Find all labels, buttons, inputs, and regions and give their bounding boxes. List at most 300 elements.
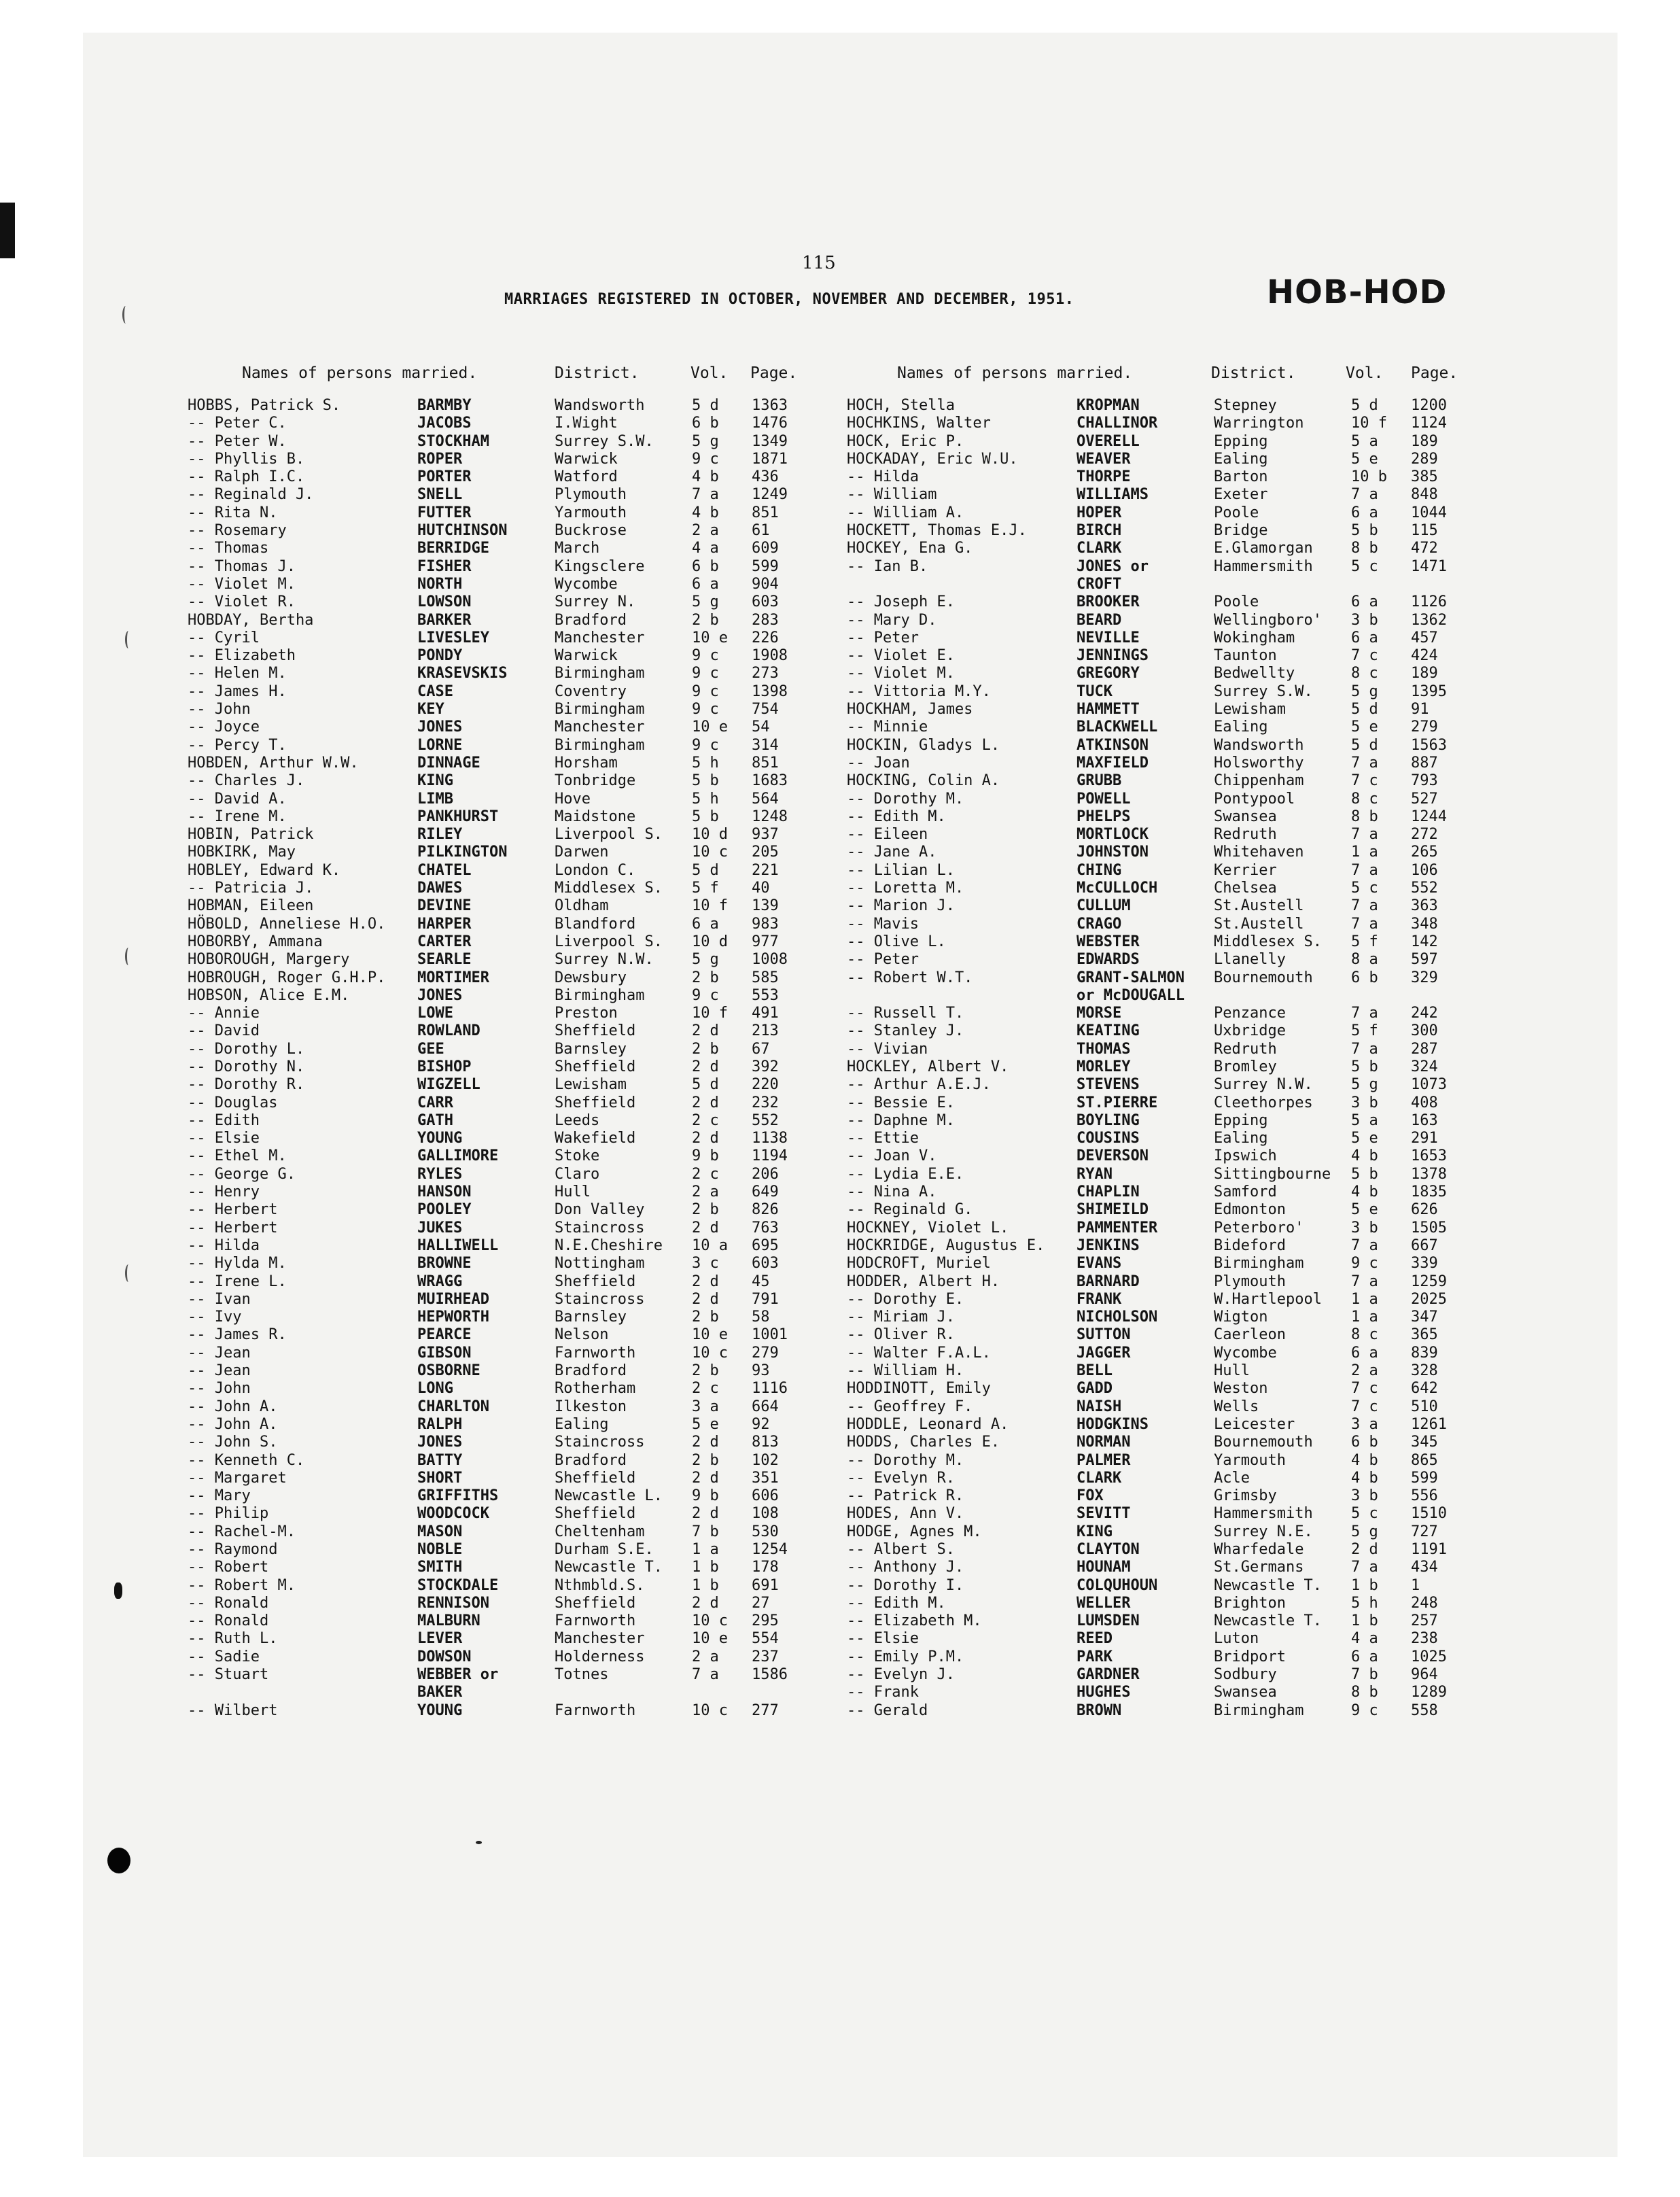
district: Hammersmith	[1214, 1505, 1313, 1523]
spouse-surname: CLARK	[1077, 1469, 1122, 1487]
volume: 7 c	[1351, 1398, 1378, 1415]
volume: 7 a	[1351, 1273, 1378, 1290]
district: Manchester	[555, 719, 645, 736]
volume: 2 d	[692, 1434, 719, 1451]
page-ref: 667	[1411, 1236, 1438, 1254]
page-ref: 1073	[1411, 1076, 1447, 1094]
page-ref: 603	[752, 593, 779, 611]
person-name: -- Peter	[847, 629, 919, 646]
spouse-surname: WRAGG	[417, 1273, 463, 1290]
person-name: -- Emily P.M.	[847, 1648, 964, 1665]
person-name: -- Ronald	[188, 1612, 269, 1630]
district: Tonbridge	[555, 772, 636, 790]
volume: 8 c	[1351, 665, 1378, 682]
volume: 7 c	[1351, 1380, 1378, 1398]
volume: 7 a	[1351, 826, 1378, 844]
volume: 7 a	[1351, 754, 1378, 772]
district: Edmonton	[1214, 1201, 1286, 1219]
volume: 2 d	[692, 1058, 719, 1075]
spouse-surname: BROWNE	[417, 1255, 472, 1273]
spouse-surname: SHORT	[417, 1469, 463, 1487]
film-edge-mark	[0, 203, 15, 258]
person-name: -- Joan	[847, 754, 910, 772]
page-ref: 102	[752, 1451, 779, 1469]
person-name: -- Peter C.	[188, 415, 287, 432]
person-name: HOCKNEY, Violet L.	[847, 1219, 1009, 1236]
district: Ealing	[1214, 719, 1268, 736]
volume: 5 d	[1351, 701, 1378, 719]
volume: 7 b	[1351, 1666, 1378, 1684]
person-name: -- Elizabeth M.	[847, 1612, 982, 1630]
spouse-surname: WELLER	[1077, 1594, 1131, 1612]
volume: 7 a	[1351, 1236, 1378, 1254]
right-header-page: Page.	[1411, 364, 1458, 382]
spouse-surname: DEVINE	[417, 897, 472, 915]
person-name: -- Evelyn R.	[847, 1469, 955, 1487]
page-ref: 329	[1411, 969, 1438, 986]
person-name: -- Charles J.	[188, 772, 305, 790]
district: Holderness	[555, 1648, 645, 1665]
spouse-surname: or McDOUGALL	[1077, 986, 1185, 1004]
page-ref: 67	[752, 1040, 770, 1058]
person-name: -- Robert M.	[188, 1576, 296, 1594]
spouse-surname: PEARCE	[417, 1326, 472, 1344]
spouse-surname: JACOBS	[417, 415, 472, 432]
spouse-surname: LOWSON	[417, 593, 472, 611]
page-ref: 189	[1411, 432, 1438, 450]
volume: 4 b	[1351, 1451, 1378, 1469]
spouse-surname: FOX	[1077, 1487, 1104, 1505]
page-ref: 58	[752, 1309, 770, 1326]
page-ref: 434	[1411, 1559, 1438, 1576]
volume: 7 a	[692, 1666, 719, 1684]
person-name: HOCKIN, Gladys L.	[847, 736, 1000, 754]
spouse-surname: MORSE	[1077, 1005, 1122, 1022]
volume: 3 b	[1351, 1219, 1378, 1236]
spouse-surname: STEVENS	[1077, 1076, 1140, 1094]
spouse-surname: SMITH	[417, 1559, 463, 1576]
volume: 6 a	[692, 915, 719, 933]
page-ref: 273	[752, 665, 779, 682]
district: London C.	[555, 861, 636, 879]
spouse-surname: WEBSTER	[1077, 933, 1140, 950]
person-name: -- Jean	[188, 1362, 251, 1380]
spouse-surname: ROPER	[417, 450, 463, 468]
person-name: -- Mary D.	[847, 611, 937, 629]
page-ref: 457	[1411, 629, 1438, 646]
district: Hove	[555, 790, 591, 808]
page-ref: 257	[1411, 1612, 1438, 1630]
page-ref: 206	[752, 1165, 779, 1183]
person-name: HOBKIRK, May	[188, 844, 296, 861]
volume: 6 a	[1351, 504, 1378, 521]
page-ref: 1244	[1411, 808, 1447, 825]
spouse-surname: HEPWORTH	[417, 1309, 489, 1326]
page-ref: 1683	[752, 772, 788, 790]
spouse-surname: KROPMAN	[1077, 397, 1140, 414]
district: Bridport	[1214, 1648, 1286, 1665]
district: Birmingham	[555, 986, 645, 1004]
spouse-surname: GARDNER	[1077, 1666, 1140, 1684]
page-ref: 937	[752, 826, 779, 844]
volume: 1 b	[692, 1559, 719, 1576]
page-ref: 1126	[1411, 593, 1447, 611]
spouse-surname: SEVITT	[1077, 1505, 1131, 1523]
district: Yarmouth	[555, 504, 627, 521]
spouse-surname: KING	[417, 772, 453, 790]
spouse-surname: BARNARD	[1077, 1273, 1140, 1290]
volume: 7 a	[1351, 1559, 1378, 1576]
spouse-surname: PONDY	[417, 647, 463, 665]
spouse-surname: CHARLTON	[417, 1398, 489, 1415]
person-name: -- Mavis	[847, 915, 919, 933]
person-name: -- Ivan	[188, 1290, 251, 1308]
volume: 10 d	[692, 826, 728, 844]
volume: 9 c	[1351, 1701, 1378, 1719]
district: Wharfedale	[1214, 1541, 1304, 1558]
volume: 3 c	[692, 1255, 719, 1273]
person-name: -- Jean	[188, 1344, 251, 1362]
spouse-surname: LIMB	[417, 790, 453, 808]
volume: 6 a	[1351, 1648, 1378, 1665]
person-name: -- Hylda M.	[188, 1255, 287, 1273]
volume: 6 b	[692, 415, 719, 432]
volume: 10 e	[692, 629, 728, 646]
page-ref: 491	[752, 1005, 779, 1022]
page-ref: 1138	[752, 1130, 788, 1147]
district: N.E.Cheshire	[555, 1236, 663, 1254]
district: Warwick	[555, 647, 618, 665]
spouse-surname: BEARD	[1077, 611, 1122, 629]
page-ref: 865	[1411, 1451, 1438, 1469]
person-name: -- Douglas	[188, 1094, 278, 1111]
page-ref: 1191	[1411, 1541, 1447, 1558]
volume: 1 b	[1351, 1576, 1378, 1594]
person-name: HODES, Ann V.	[847, 1505, 964, 1523]
spouse-surname: TUCK	[1077, 682, 1113, 700]
page-ref: 603	[752, 1255, 779, 1273]
spouse-surname: NAISH	[1077, 1398, 1122, 1415]
spouse-surname: GREGORY	[1077, 665, 1140, 682]
page-ref: 1908	[752, 647, 788, 665]
district: Redruth	[1214, 826, 1277, 844]
person-name: HOBDAY, Bertha	[188, 611, 314, 629]
spouse-surname: ROWLAND	[417, 1022, 480, 1040]
volume: 6 b	[1351, 969, 1378, 986]
punch-hole	[107, 1848, 130, 1873]
spouse-surname: MORTLOCK	[1077, 826, 1149, 844]
volume: 5 g	[692, 432, 719, 450]
spouse-surname: JENNINGS	[1077, 647, 1149, 665]
person-name: -- Bessie E.	[847, 1094, 955, 1111]
volume: 2 d	[1351, 1541, 1378, 1558]
spouse-surname: COLQUHOUN	[1077, 1576, 1158, 1594]
district: Surrey N.	[555, 593, 636, 611]
person-name: HOCK, Eric P.	[847, 432, 964, 450]
person-name: HOBMAN, Eileen	[188, 897, 314, 915]
page-ref: 754	[752, 701, 779, 719]
person-name: HOCKING, Colin A.	[847, 772, 1000, 790]
volume: 7 a	[1351, 897, 1378, 915]
person-name: -- Edith	[188, 1111, 260, 1129]
page-ref: 189	[1411, 665, 1438, 682]
district: Bradford	[555, 1362, 627, 1380]
left-header-district: District.	[555, 364, 640, 382]
person-name: -- Henry	[188, 1183, 260, 1201]
spouse-surname: MORTIMER	[417, 969, 489, 986]
district: Claro	[555, 1165, 600, 1183]
district: Sittingbourne	[1214, 1165, 1331, 1183]
spouse-surname: JENKINS	[1077, 1236, 1140, 1254]
person-name: -- Peter	[847, 951, 919, 969]
page-ref: 205	[752, 844, 779, 861]
district: Wandsworth	[555, 397, 645, 414]
person-name: -- Minnie	[847, 719, 928, 736]
person-name: -- Elsie	[188, 1130, 260, 1147]
volume: 5 b	[1351, 1058, 1378, 1075]
person-name: -- Phyllis B.	[188, 450, 305, 468]
page-ref: 1586	[752, 1666, 788, 1684]
person-name: -- Margaret	[188, 1469, 287, 1487]
district: Bournemouth	[1214, 1434, 1313, 1451]
volume: 5 h	[692, 754, 719, 772]
spouse-surname: GIBSON	[417, 1344, 472, 1362]
district: Wokingham	[1214, 629, 1295, 646]
person-name: -- Annie	[188, 1005, 260, 1022]
person-name: -- Olive L.	[847, 933, 946, 950]
district: Wycombe	[1214, 1344, 1277, 1362]
district: Birmingham	[555, 665, 645, 682]
volume: 6 a	[1351, 629, 1378, 646]
volume: 10 c	[692, 1612, 728, 1630]
district: Darwen	[555, 844, 609, 861]
page-ref: 272	[1411, 826, 1438, 844]
volume: 2 d	[692, 1505, 719, 1523]
person-name: -- Ivy	[188, 1309, 242, 1326]
page-ref: 763	[752, 1219, 779, 1236]
spouse-surname: PILKINGTON	[417, 844, 508, 861]
spouse-surname: SHIMEILD	[1077, 1201, 1149, 1219]
page-ref: 287	[1411, 1040, 1438, 1058]
district: Swansea	[1214, 1684, 1277, 1701]
district: March	[555, 540, 600, 557]
page-ref: 436	[752, 468, 779, 486]
volume: 10 f	[1351, 415, 1387, 432]
person-name: -- Ruth L.	[188, 1630, 278, 1648]
district: Plymouth	[555, 486, 627, 504]
person-name: -- David A.	[188, 790, 287, 808]
page-ref: 248	[1411, 1594, 1438, 1612]
spouse-surname: LEVER	[417, 1630, 463, 1648]
spouse-surname: KING	[1077, 1523, 1113, 1540]
spouse-surname: HODGKINS	[1077, 1415, 1149, 1433]
district: Newcastle T.	[1214, 1576, 1322, 1594]
person-name: HOBOROUGH, Margery	[188, 951, 350, 969]
person-name: -- Vivian	[847, 1040, 928, 1058]
volume: 2 a	[1351, 1362, 1378, 1380]
spouse-surname: CASE	[417, 682, 453, 700]
person-name: -- Thomas	[188, 540, 269, 557]
right-header-vol: Vol.	[1346, 364, 1384, 382]
district: Ealing	[1214, 1130, 1268, 1147]
page-ref: 163	[1411, 1111, 1438, 1129]
spouse-surname: WIGZELL	[417, 1076, 480, 1094]
page-ref: 232	[752, 1094, 779, 1111]
spouse-surname: RILEY	[417, 826, 463, 844]
spouse-surname: WOODCOCK	[417, 1505, 489, 1523]
district: Hull	[1214, 1362, 1250, 1380]
spouse-surname: PORTER	[417, 468, 472, 486]
page-ref: 791	[752, 1290, 779, 1308]
page-ref: 1471	[1411, 557, 1447, 575]
page-ref: 92	[752, 1415, 770, 1433]
volume: 5 g	[692, 951, 719, 969]
page-ref: 363	[1411, 897, 1438, 915]
district: Liverpool S.	[555, 933, 663, 950]
volume: 5 h	[1351, 1594, 1378, 1612]
spouse-surname: STOCKHAM	[417, 432, 489, 450]
volume: 4 b	[692, 504, 719, 521]
district: Bromley	[1214, 1058, 1277, 1075]
person-name: -- Violet M.	[847, 665, 955, 682]
spouse-surname: DINNAGE	[417, 754, 480, 772]
person-name: HOCHKINS, Walter	[847, 415, 991, 432]
spouse-surname: SNELL	[417, 486, 463, 504]
district: Taunton	[1214, 647, 1277, 665]
volume: 2 c	[692, 1111, 719, 1129]
spouse-surname: YOUNG	[417, 1130, 463, 1147]
page-ref: 295	[752, 1612, 779, 1630]
right-header-district: District.	[1211, 364, 1296, 382]
spouse-surname: BLACKWELL	[1077, 719, 1158, 736]
district: Cheltenham	[555, 1523, 645, 1540]
spouse-surname: DAWES	[417, 880, 463, 897]
district: Cleethorpes	[1214, 1094, 1313, 1111]
volume: 9 c	[692, 701, 719, 719]
person-name: -- Dorothy M.	[847, 1451, 964, 1469]
spouse-surname: BAKER	[417, 1684, 463, 1701]
person-name: HODCROFT, Muriel	[847, 1255, 991, 1273]
district: Sheffield	[555, 1094, 636, 1111]
page-ref: 1116	[752, 1380, 788, 1398]
page-ref: 265	[1411, 844, 1438, 861]
person-name: HOCKEY, Ena G.	[847, 540, 973, 557]
district: Bedwellty	[1214, 665, 1295, 682]
page-ref: 691	[752, 1576, 779, 1594]
volume: 1 b	[692, 1576, 719, 1594]
spouse-surname: PHELPS	[1077, 808, 1131, 825]
volume: 2 d	[692, 1273, 719, 1290]
volume: 5 g	[1351, 1076, 1378, 1094]
volume: 5 b	[692, 772, 719, 790]
person-name: -- Marion J.	[847, 897, 955, 915]
district: Barton	[1214, 468, 1268, 486]
page-ref: 1	[1411, 1576, 1420, 1594]
district: Whitehaven	[1214, 844, 1304, 861]
volume: 1 a	[1351, 1309, 1378, 1326]
page-ref: 1395	[1411, 682, 1447, 700]
volume: 2 a	[692, 522, 719, 540]
volume: 9 b	[692, 1487, 719, 1505]
spouse-surname: YOUNG	[417, 1701, 463, 1719]
person-name: -- Dorothy L.	[188, 1040, 305, 1058]
spouse-surname: NORMAN	[1077, 1434, 1131, 1451]
district: Durham S.E.	[555, 1541, 654, 1558]
district: Staincross	[555, 1219, 645, 1236]
page-ref: 510	[1411, 1398, 1438, 1415]
ink-fleck	[476, 1841, 482, 1844]
spouse-surname: LORNE	[417, 736, 463, 754]
volume: 8 a	[1351, 951, 1378, 969]
page-ref: 609	[752, 540, 779, 557]
page-ref: 283	[752, 611, 779, 629]
district: Nthmbld.S.	[555, 1576, 645, 1594]
spouse-surname: CARTER	[417, 933, 472, 950]
person-name: -- Ethel M.	[188, 1147, 287, 1165]
district: Leicester	[1214, 1415, 1295, 1433]
spouse-surname: JAGGER	[1077, 1344, 1131, 1362]
person-name: -- Rita N.	[188, 504, 278, 521]
spouse-surname: POWELL	[1077, 790, 1131, 808]
page-ref: 220	[752, 1076, 779, 1094]
person-name: -- Robert	[188, 1559, 269, 1576]
person-name: -- Jane A.	[847, 844, 937, 861]
person-name: HOCKHAM, James	[847, 701, 973, 719]
volume: 5 f	[1351, 1022, 1378, 1040]
page-ref: 291	[1411, 1130, 1438, 1147]
page-ref: 238	[1411, 1630, 1438, 1648]
district: Hammersmith	[1214, 557, 1313, 575]
volume: 3 b	[1351, 1487, 1378, 1505]
spouse-surname: CHATEL	[417, 861, 472, 879]
page-ref: 279	[1411, 719, 1438, 736]
spouse-surname: PANKHURST	[417, 808, 499, 825]
person-name: -- Lydia E.E.	[847, 1165, 964, 1183]
person-name: -- Herbert	[188, 1201, 278, 1219]
page-ref: 139	[752, 897, 779, 915]
page-ref: 2025	[1411, 1290, 1447, 1308]
page-ref: 851	[752, 754, 779, 772]
person-name: -- Walter F.A.L.	[847, 1344, 991, 1362]
spouse-surname: BELL	[1077, 1362, 1113, 1380]
spouse-surname: THOMAS	[1077, 1040, 1131, 1058]
volume: 8 b	[1351, 1684, 1378, 1701]
page-ref: 695	[752, 1236, 779, 1254]
person-name: -- John	[188, 701, 251, 719]
volume: 6 a	[1351, 1344, 1378, 1362]
spouse-surname: EDWARDS	[1077, 951, 1140, 969]
volume: 2 a	[692, 1648, 719, 1665]
person-name: -- Irene M.	[188, 808, 287, 825]
volume: 2 b	[692, 969, 719, 986]
spouse-surname: KEATING	[1077, 1022, 1140, 1040]
spouse-surname: MAXFIELD	[1077, 754, 1149, 772]
volume: 2 a	[692, 1183, 719, 1201]
person-name: -- Herbert	[188, 1219, 278, 1236]
district: Leeds	[555, 1111, 600, 1129]
person-name: -- George G.	[188, 1165, 296, 1183]
person-name: -- Philip	[188, 1505, 269, 1523]
page-ref: 1362	[1411, 611, 1447, 629]
volume: 10 f	[692, 1005, 728, 1022]
page-ref: 1871	[752, 450, 788, 468]
person-name: -- Anthony J.	[847, 1559, 964, 1576]
volume: 1 b	[1351, 1612, 1378, 1630]
volume: 6 a	[692, 575, 719, 593]
district: Don Valley	[555, 1201, 645, 1219]
volume: 2 c	[692, 1380, 719, 1398]
spouse-surname: MUIRHEAD	[417, 1290, 489, 1308]
